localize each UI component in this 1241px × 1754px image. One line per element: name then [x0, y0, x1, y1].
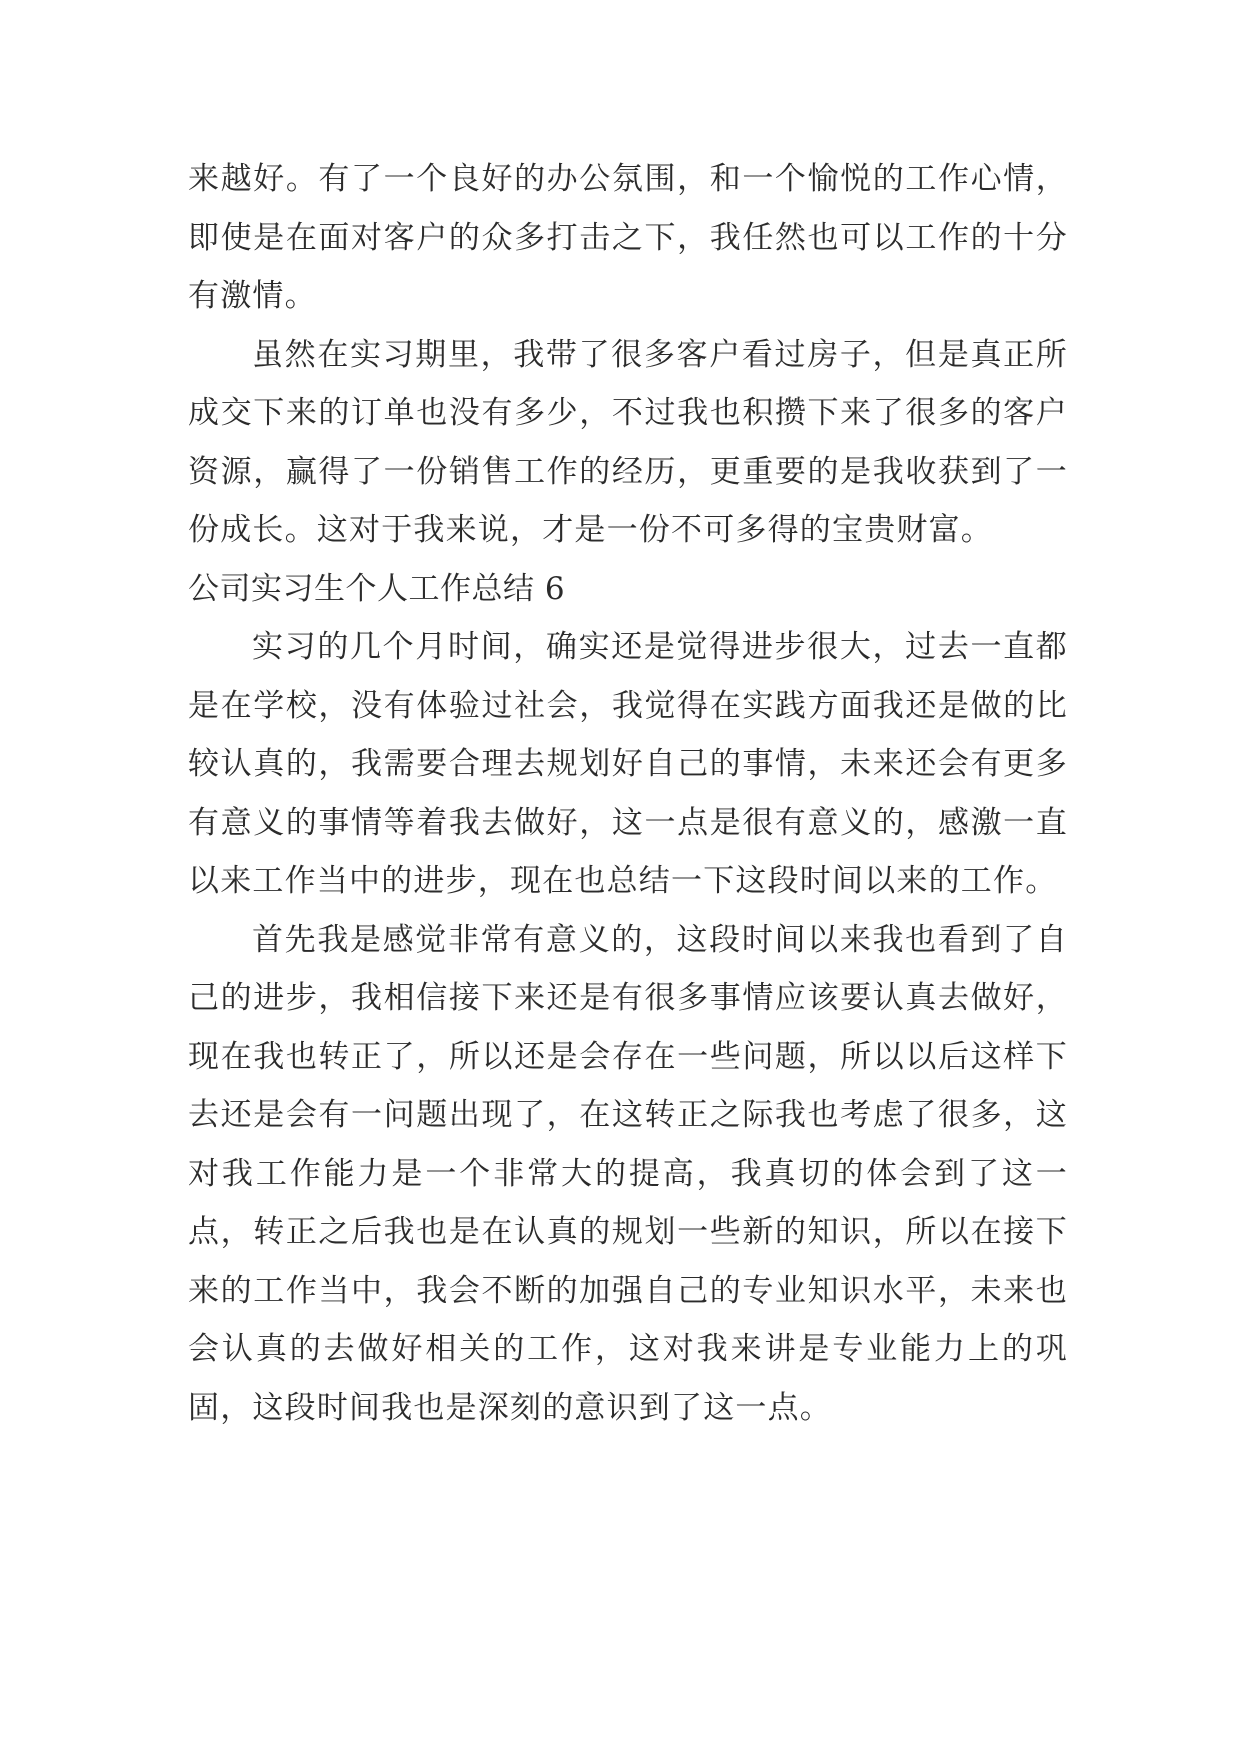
paragraph-continuation: 来越好。有了一个良好的办公氛围，和一个愉悦的工作心情，即使是在面对客户的众多打击之下，我任然也可以工作的十分有激情。	[188, 161, 1068, 314]
paragraph-body: 虽然在实习期里，我带了很多客户看过房子，但是真正所成交下来的订单也没有多少，不过我也积攒下来了很多的客户资源，赢得了一份销售工作的经历，更重要的是我收获到了一份成长。这对于我来说，才是一份不可多得的宝贵财富。	[188, 336, 1068, 548]
section-heading: 公司实习生个人工作总结 6	[188, 570, 566, 607]
paragraph-body: 实习的几个月时间，确实还是觉得进步很大，过去一直都是在学校，没有体验过社会，我觉得在实践方面我还是做的比较认真的，我需要合理去规划好自己的事情，未来还会有更多有意义的事情等着我去做好，这一点是很有意义的，感激一直以来工作当中的进步，现在也总结一下这段时间以来的工作。	[188, 629, 1068, 899]
paragraph-body: 首先我是感觉非常有意义的，这段时间以来我也看到了自己的进步，我相信接下来还是有很多事情应该要认真去做好，现在我也转正了，所以还是会存在一些问题，所以以后这样下去还是会有一问题出现了，在这转正之际我也考虑了很多，这对我工作能力是一个非常大的提高，我真切的体会到了这一点，转正之后我也是在认真的规划一些新的知识，所以在接下来的工作当中，我会不断的加强自己的专业知识水平，未来也会认真的去做好相关的工作，这对我来讲是专业能力上的巩固，这段时间我也是深刻的意识到了这一点。	[188, 921, 1068, 1426]
document-body	[188, 150, 1068, 1437]
